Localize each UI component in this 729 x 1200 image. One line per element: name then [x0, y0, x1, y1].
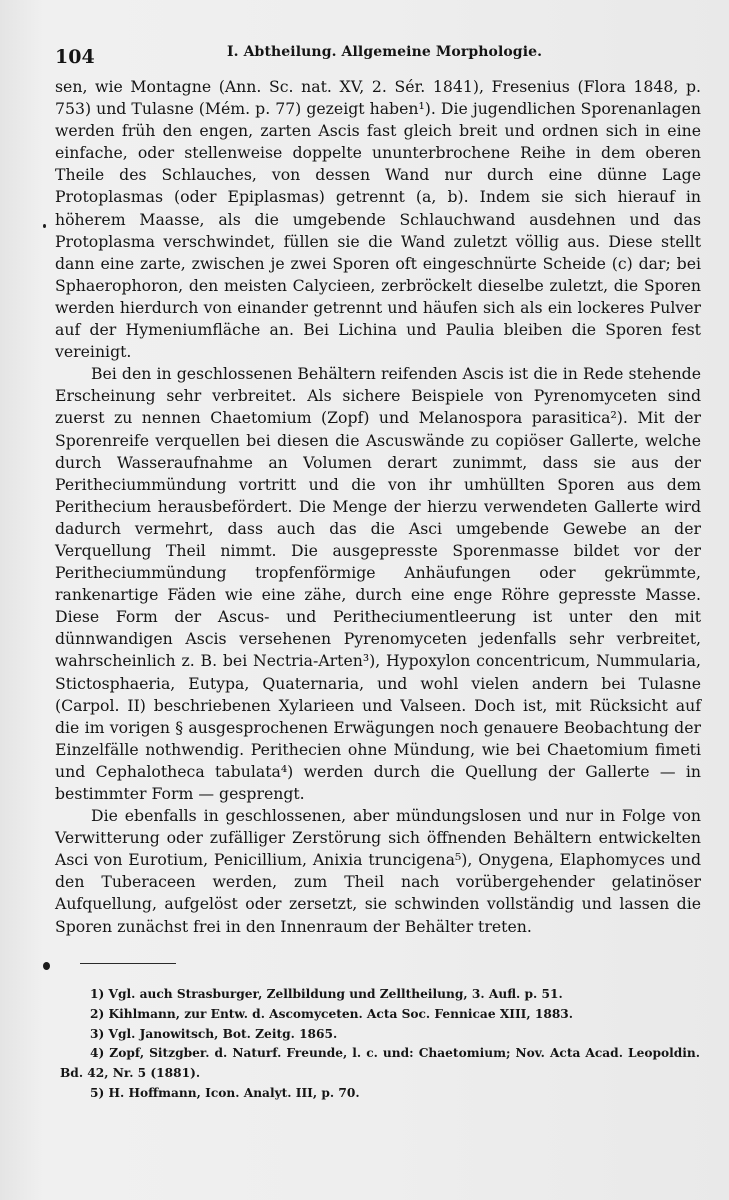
page-number: 104 [55, 46, 95, 68]
running-head: I. Abtheilung. Allgemeine Morphologie. [227, 44, 543, 60]
footnote: 5) H. Hoffmann, Icon. Analyt. III, p. 70. [90, 1085, 360, 1100]
ink-spot [43, 224, 46, 228]
page-header [55, 44, 674, 74]
footnote: 3) Vgl. Janowitsch, Bot. Zeitg. 1865. [90, 1026, 338, 1041]
footnote: 2) Kihlmann, zur Entw. d. Ascomyceten. Acta Soc. Fennicae XIII, 1883. [90, 1006, 574, 1021]
paragraph: Die ebenfalls in geschlossenen, aber mündungslosen und nur in Folge von Verwitterung oder zufälliger Zerstörung sich öffnenden Behältern entwickelten Asci von Eurotium, Penicillium, Anixia truncigena⁵), Onygena, Elaphomyces und den Tuberaceen werden, zum Theil nach vorübergehender gelatinöser Aufquellung, aufgelöst oder zersetzt, sie schwinden vollständig und lassen die Sporen zunächst frei in den Innenraum der Behälter treten. [55, 806, 701, 936]
paragraph: Bei den in geschlossenen Behältern reifenden Ascis ist die in Rede stehende Erscheinung sehr verbreitet. Als sichere Beispiele von Pyrenomyceten sind zuerst zu nennen Chaetomium (Zopf) und Melanospora parasitica²). Mit der Sporenreife verquellen bei diesen die Ascuswände zu copiöser Gallerte, welche durch Wasseraufnahme an Volumen derart zunimmt, dass sie aus der Peritheciummündung vortritt und die von ihr umhüllten Sporen aus dem Perithecium herausbefördert. Die Menge der hierzu verwendeten Gallerte wird dadurch vermehrt, dass auch das die Asci umgebende Gewebe an der Verquellung Theil nimmt. Die ausgepresste Sporenmasse bildet vor der Peritheciummündung tropfenförmige Anhäufungen oder gekrümmte, rankenartige Fäden wie eine zähe, durch eine enge Röhre gepresste Masse. Diese Form der Ascus- und Peritheciumentleerung ist unter den mit dünnwandigen Ascis versehenen Pyrenomyceten jedenfalls sehr verbreitet, wahrscheinlich z. B. bei Nectria-Arten³), Hypoxylon concentricum, Nummularia, Stictosphaeria, Eutypa, Quaternaria, und wohl vielen andern bei Tulasne (Carpol. II) beschriebenen Xylarieen und Valseen. Doch ist, mit Rücksicht auf die im vorigen § ausgesprochenen Erwägungen noch genauere Beobachtung der Einzelfälle nothwendig. Perithecien ohne Mündung, wie bei Chaetomium fimeti und Cephalotheca tabulata⁴) werden durch die Quellung der Gallerte — in bestimmter Form — gesprengt. [55, 364, 701, 803]
ink-spot [43, 962, 50, 970]
body-text [55, 76, 701, 938]
footnote: 1) Vgl. auch Strasburger, Zellbildung und Zelltheilung, 3. Aufl. p. 51. [90, 987, 563, 1001]
paragraph: sen, wie Montagne (Ann. Sc. nat. XV, 2. Sér. 1841), Fresenius (Flora 1848, p. 753) und Tulasne (Mém. p. 77) gezeigt haben¹). Die jugendlichen Sporenanlagen werden früh den engen, zarten Ascis fast gleich breit und ordnen sich in eine einfache, oder stellenweise doppelte ununterbrochene Reihe in dem oberen Theile des Schlauches, von dessen Wand nur durch eine dünne Lage Protoplasmas (oder Epiplasmas) getrennt (a, b). Indem sie sich hierauf in höherem Maasse, als die umgebende Schlauchwand ausdehnen und das Protoplasma verschwindet, füllen sie die Wand zuletzt völlig aus. Diese stellt dann eine zarte, zwischen je zwei Sporen oft eingeschnürte Scheide (c) dar; bei Sphaerophoron, den meisten Calycieen, zerbröckelt dieselbe zuletzt, die Sporen werden hierdurch von einander getrennt und häufen sich als ein lockeres Pulver auf der Hymeniumfläche an. Bei Lichina und Paulia bleiben die Sporen fest vereinigt. [55, 77, 701, 362]
footnotes [60, 985, 700, 1104]
footnote: 4) Zopf, Sitzgber. d. Naturf. Freunde, l. c. und: Chaetomium; Nov. Acta Acad. Leopoldin. Bd. 42, Nr. 5 (1881). [60, 1046, 700, 1081]
footnote-divider [80, 963, 176, 964]
